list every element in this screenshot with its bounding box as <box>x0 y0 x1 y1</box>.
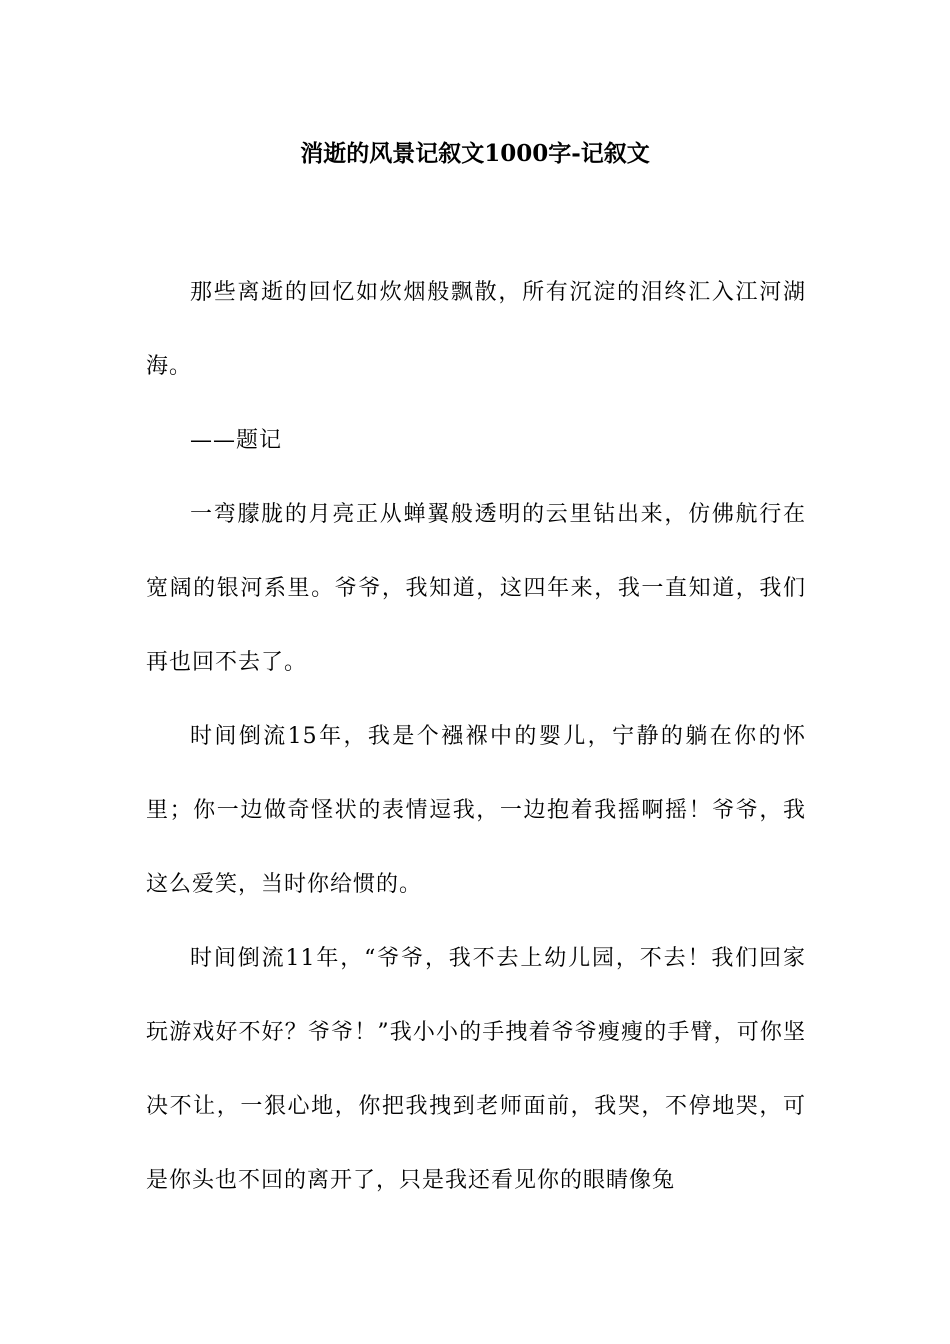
paragraph-15-years: 时间倒流15年，我是个襁褓中的婴儿，宁静的躺在你的怀里；你一边做奇怪状的表情逗我，一边抱着我摇啊摇！爷爷，我这么爱笑，当时你给惯的。 <box>146 724 806 897</box>
paragraph-11-years: 时间倒流11年，“爷爷，我不去上幼儿园，不去！我们回家玩游戏好不好？爷爷！”我小小的手拽着爷爷瘦瘦的手臂，可你坚决不让，一狠心地，你把我拽到老师面前，我哭，不停地哭，可是你头也不回的离开了，只是我还看见你的眼睛像兔 <box>146 946 806 1193</box>
paragraph-epigraph: 那些离逝的回忆如炊烟般飘散，所有沉淀的泪终汇入江河湖海。 <box>146 280 806 379</box>
document-title: 消逝的风景记叙文1000字-记叙文 <box>300 140 650 167</box>
paragraph-epigraph-attribution: ——题记 <box>190 428 283 453</box>
paragraph-moon: 一弯朦胧的月亮正从蝉翼般透明的云里钻出来，仿佛航行在宽阔的银河系里。爷爷，我知道，这四年来，我一直知道，我们再也回不去了。 <box>146 502 806 675</box>
document-body <box>146 256 806 1218</box>
